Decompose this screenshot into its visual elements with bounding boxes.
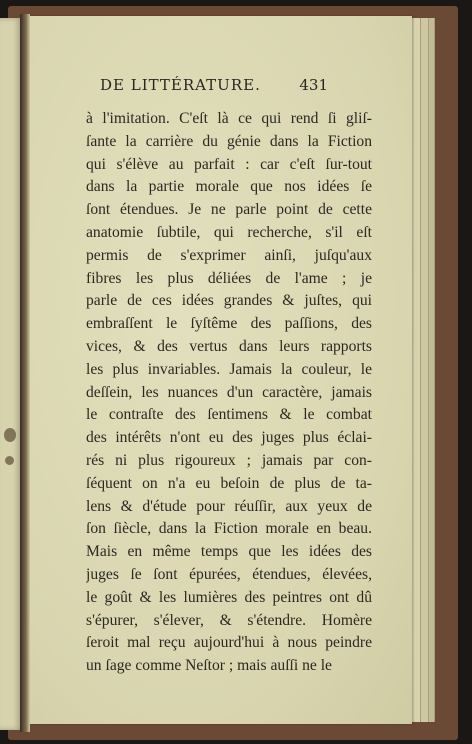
book-gutter (20, 14, 30, 732)
text-line: dans la partie morale que nos idées ſe (86, 178, 372, 196)
page-body-text (86, 108, 372, 678)
text-line: deſſein, les nuances d'un caractère, jamais (86, 383, 372, 401)
text-line: lens & d'étude pour réuſſir, aux yeux de (86, 497, 372, 515)
book-page (28, 16, 412, 724)
text-line: permis de s'exprimer ainſi, juſqu'aux (86, 246, 372, 264)
text-line: Mais en même temps que les idées des (86, 543, 372, 561)
text-line: le contraſte des ſentimens & le combat (86, 406, 372, 424)
text-line: le goût & les lumières des peintres ont dû (86, 588, 372, 606)
text-line: embraſſent le ſyſtême des paſſions, des (86, 315, 372, 333)
foxing-stain (5, 456, 14, 465)
text-line: ſeroit mal reçu aujourd'hui à nous peindre (86, 634, 372, 652)
foxing-stain (4, 428, 16, 442)
facing-page-edge (0, 18, 22, 730)
text-line: juges ſe ſont épurées, étendues, élevées, (86, 565, 372, 583)
page-stack-edge (420, 18, 429, 722)
page-number: 431 (299, 76, 328, 94)
text-line: rés ni plus rigoureux ; jamais par con- (86, 451, 372, 469)
text-line: les plus invariables. Jamais la couleur, le (86, 360, 372, 378)
text-line: un ſage comme Neſtor ; mais auſſi ne le (86, 657, 332, 675)
text-line: fibres les plus déliées de l'ame ; je (86, 269, 372, 287)
text-line: à l'imitation. C'eſt là ce qui rend ſi gliſ- (86, 110, 372, 127)
page-stack-edge (428, 18, 435, 722)
text-line: ſon ſiècle, dans la Fiction morale en beau. (86, 520, 372, 538)
text-line: parle de ces idées grandes & juſtes, qui (86, 292, 372, 310)
text-line: ſont étendues. Je ne parle point de cette (86, 201, 372, 219)
text-line: anatomie ſubtile, qui recherche, s'il eſt (86, 223, 372, 241)
text-line: des intérêts n'ont eu des juges plus éclai- (86, 429, 372, 447)
text-line: s'épurer, s'élever, & s'étendre. Homère (86, 611, 372, 629)
text-line: vices, & des vertus dans leurs rapports (86, 337, 372, 355)
text-line: ſante la carrière du génie dans la Fiction (86, 132, 372, 150)
running-head: DE LITTÉRATURE. (100, 76, 261, 94)
text-line: ſéquent on n'a eu beſoin de plus de ta- (86, 474, 372, 492)
text-line: qui s'élève au parfait : car c'eſt ſur-tout (86, 155, 372, 173)
